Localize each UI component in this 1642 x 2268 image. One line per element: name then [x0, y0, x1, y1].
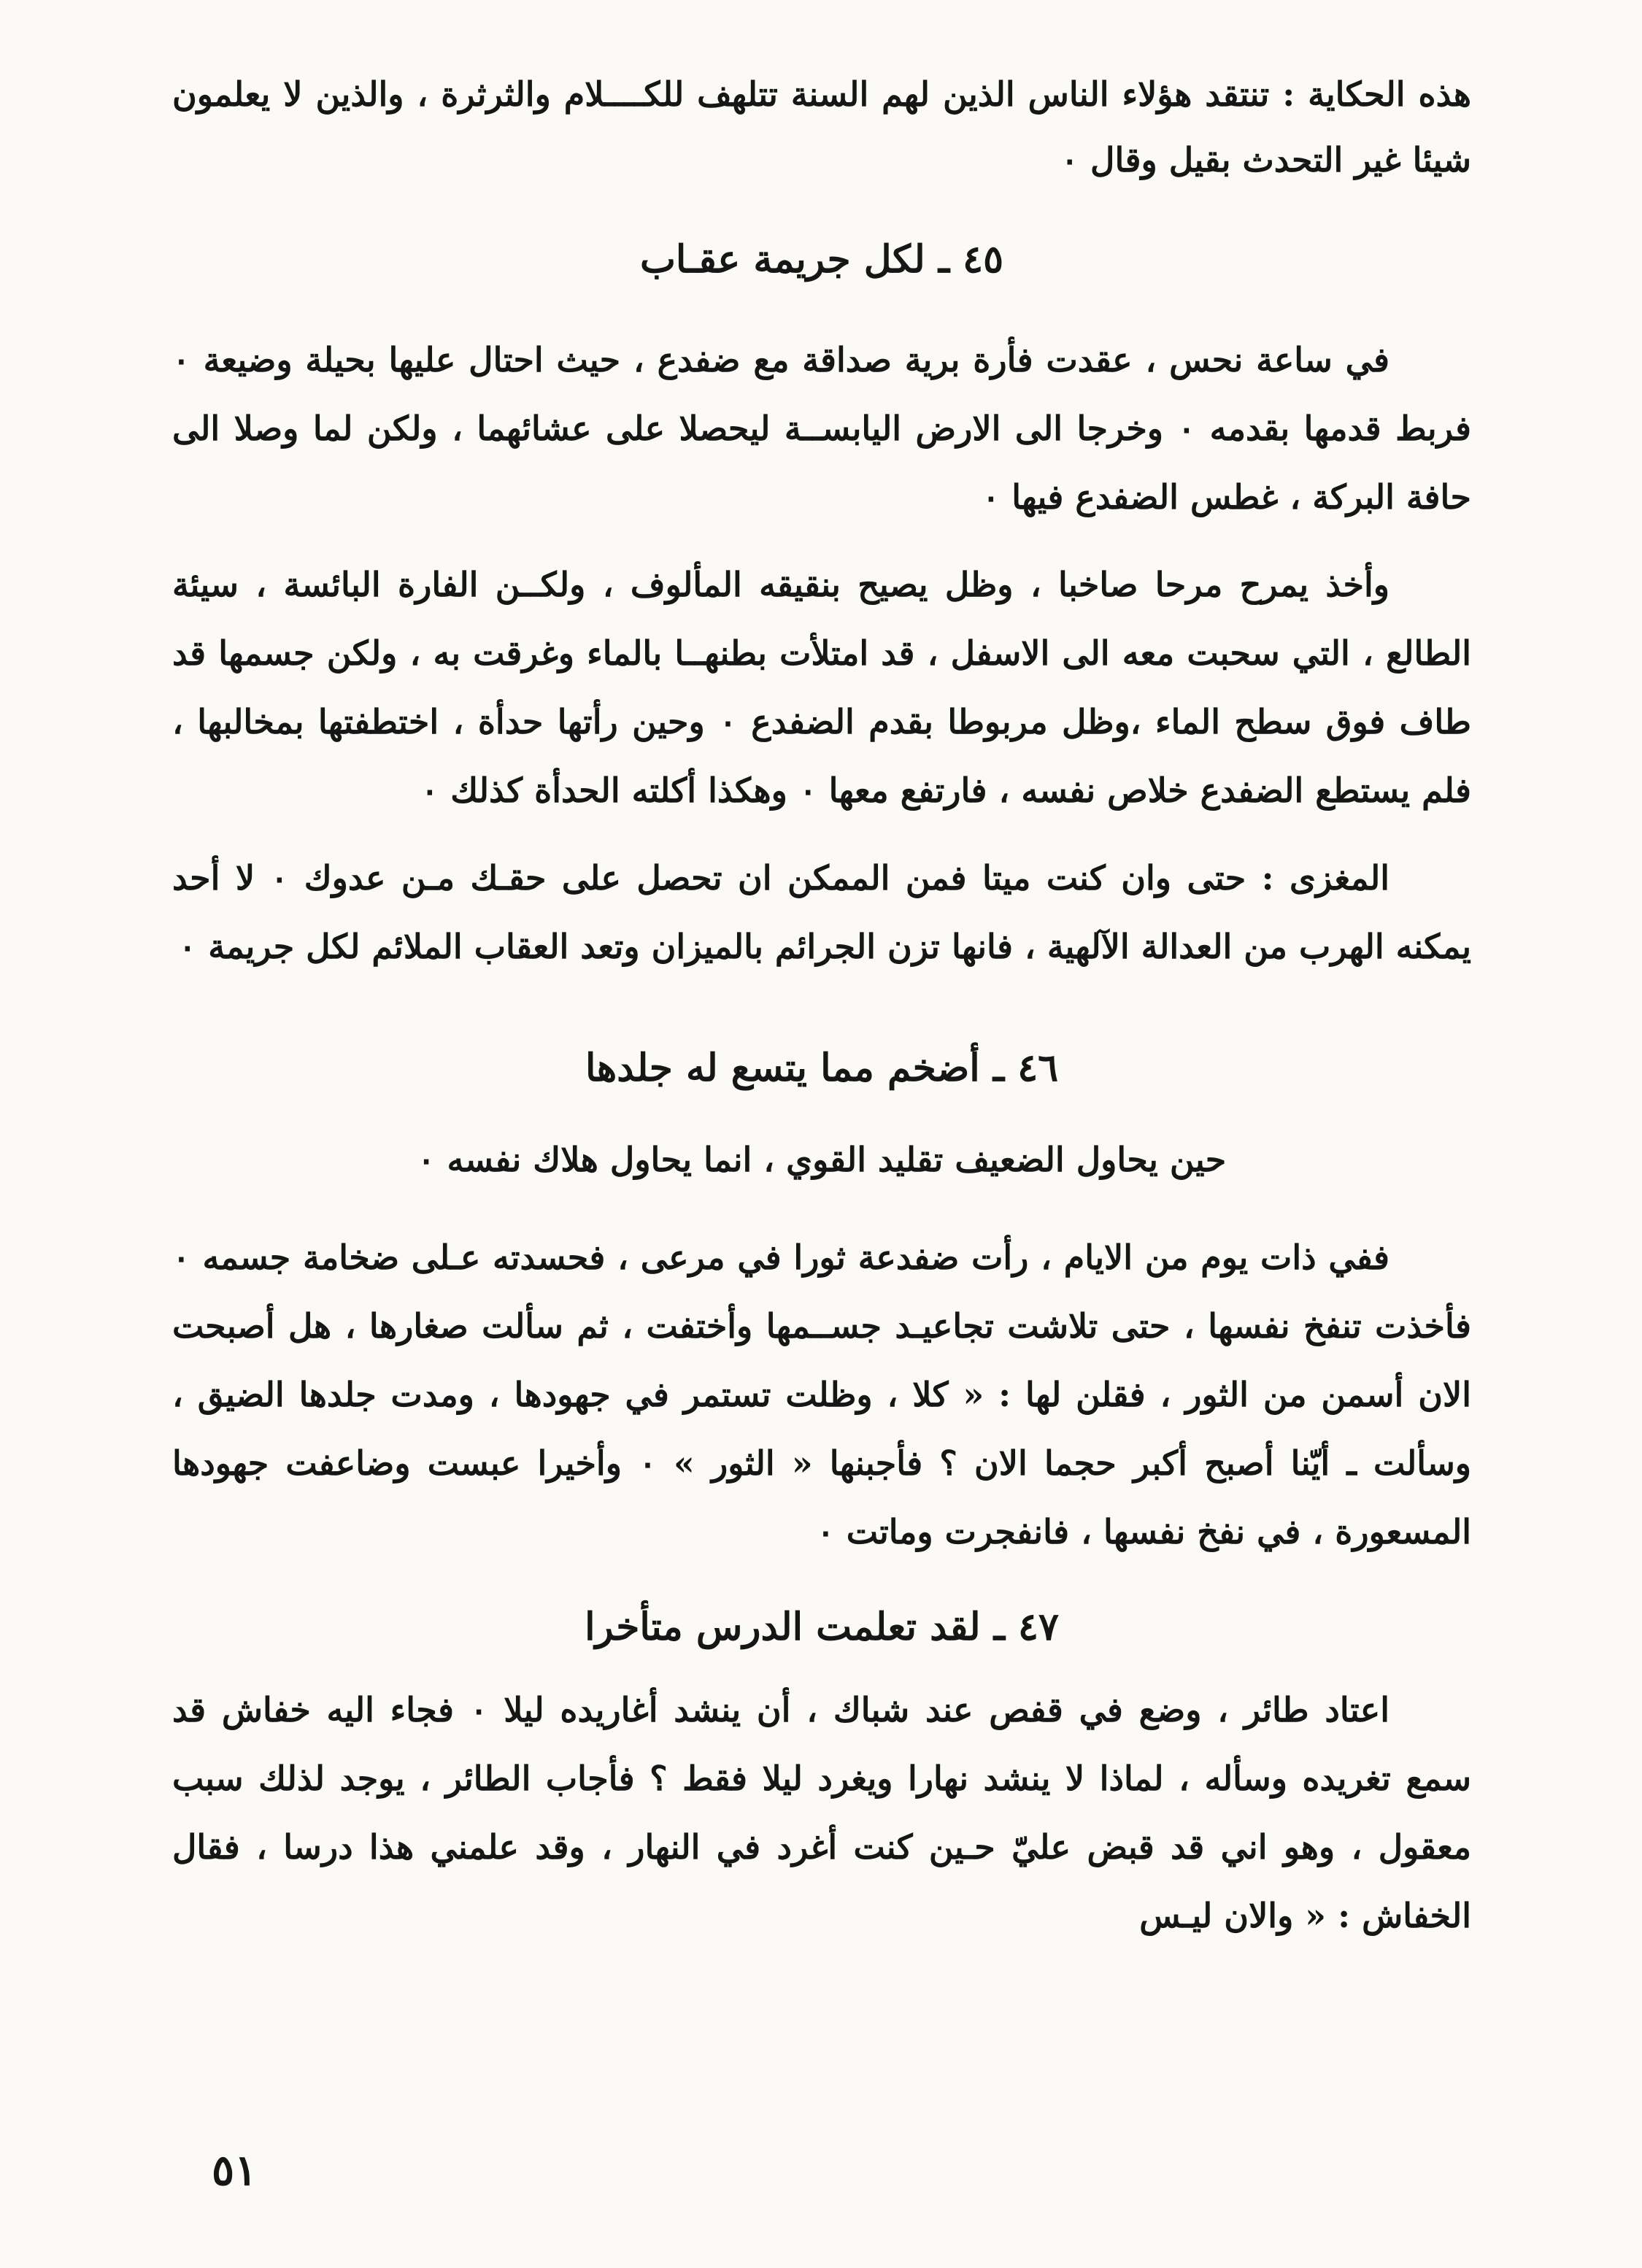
fable-45-title: ٤٥ ـ لكل جريمة عقـاب [639, 237, 1004, 282]
page-body [172, 61, 1471, 1950]
fable-47-paragraph-1: اعتاد طائر ، وضع في قفص عند شباك ، أن ينشد أغاريده ليلا ٠ فجاء اليه خفاش قد سمع تغريده وسأله ، لماذا لا ينشد نهارا ويغرد ليلا فقط ؟ فأجاب الطائر ، يوجد لذلك سبب معقول ، وهو اني قد قبض عليّ حـين كنت أغرد في النهار ، وقد علمني هذا درسا ، فقال الخفاش : « والان ليـس [172, 1690, 1471, 1935]
fable-46-paragraph-1: ففي ذات يوم من الايام ، رأت ضفدعة ثورا في مرعى ، فحسدته عـلى ضخامة جسمه ٠ فأخذت تنفخ نفسها ، حتى تلاشت تجاعيـد جســمها وأختفت ، ثم سألت صغارها ، هل أصبحت الان أسمن من الثور ، فقلن لها : « كلا ، وظلت تستمر في جهودها ، ومدت جلدها الضيق ، وسألت ـ أيّنا أصبح أكبر حجما الان ؟ فأجبنها « الثور » ٠ وأخيرا عبست وضاعفت جهودها المسعورة ، في نفخ نفسها ، فانفجرت وماتت ٠ [172, 1238, 1471, 1551]
intro-paragraph: هذه الحكاية : تنتقد هؤلاء الناس الذين لهم السنة تتلهف للكــــلام والثرثرة ، والذين لا يعلمون شيئا غير التحدث بقيل وقال ٠ [172, 74, 1471, 180]
fable-46-title: ٤٦ ـ أضخم مما يتسع له جلدها [585, 1046, 1059, 1090]
fable-47-title: ٤٧ ـ لقد تعلمت الدرس متأخرا [585, 1605, 1059, 1649]
fable-46-moral: حين يحاول الضعيف تقليد القوي ، انما يحاول هلاك نفسه ٠ [417, 1140, 1227, 1179]
fable-45-paragraph-1: في ساعة نحس ، عقدت فأرة برية صداقة مع ضفدع ، حيث احتال عليها بحيلة وضيعة ٠ فربط قدمها بقدمه ٠ وخرجا الى الارض اليابســة ليحصلا على عشائهما ، ولكن لما وصلا الى حافة البركة ، غطس الضفدع فيها ٠ [172, 340, 1471, 517]
fable-45-paragraph-2: وأخذ يمرح مرحا صاخبا ، وظل يصيح بنقيقه المألوف ، ولكــن الفارة البائسة ، سيئة الطالع ، التي سحبت معه الى الاسفل ، قد امتلأت بطنهــا بالماء وغرقت به ، ولكن جسمها قد طاف فوق سطح الماء ،وظل مربوطا بقدم الضفدع ٠ وحين رأتها حدأة ، اختطفتها بمخالبها ، فلم يستطع الضفدع خلاص نفسه ، فارتفع معها ٠ وهكذا أكلته الحدأة كذلك ٠ [172, 565, 1471, 810]
fable-45-moral-paragraph: المغزى : حتى وان كنت ميتا فمن الممكن ان تحصل على حقـك مـن عدوك ٠ لا أحد يمكنه الهرب من العدالة الآلهية ، فانها تزن الجرائم بالميزان وتعد العقاب الملائم لكل جريمة ٠ [172, 858, 1471, 966]
page-number: ٥١ [212, 2145, 258, 2195]
